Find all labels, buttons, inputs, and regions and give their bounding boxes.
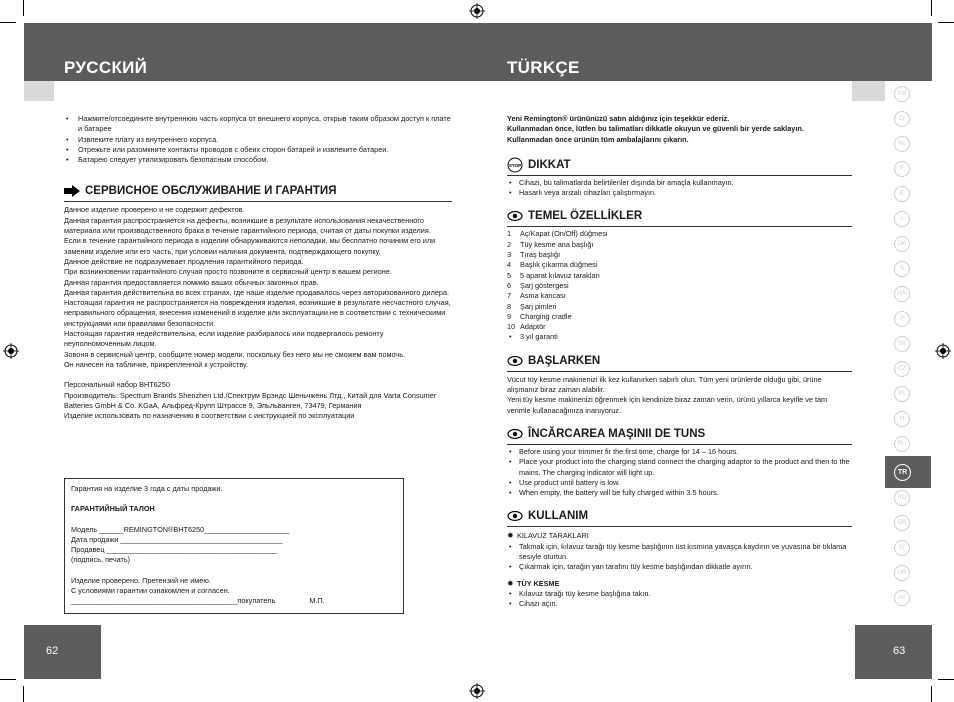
buyer-line: _________________________________________покупатель bbox=[71, 596, 276, 606]
crop-mark bbox=[23, 0, 24, 16]
section-heading-dikkat: STOP DIKKAT bbox=[507, 157, 852, 176]
service-text bbox=[64, 205, 452, 370]
list-item: 8 Şarj pimleri bbox=[507, 301, 557, 311]
language-tab-ae[interactable]: AE bbox=[894, 590, 910, 606]
language-tab-cz[interactable]: CZ bbox=[894, 361, 910, 377]
left-column bbox=[64, 114, 452, 421]
start-text bbox=[507, 375, 852, 416]
language-tab-i[interactable]: I bbox=[894, 211, 910, 227]
list-item: 3 Tıraş başlığı bbox=[507, 250, 561, 260]
list-item: 2 Tüy kesme ana başlığı bbox=[507, 239, 594, 249]
list-item: • Батарею следует утилизировать безопасным способом. bbox=[64, 155, 452, 165]
list-item: 9 Charging cradle bbox=[507, 311, 572, 321]
eye-icon bbox=[507, 427, 523, 441]
page-number-right: 63 bbox=[855, 625, 932, 679]
list-item: • Kılavuz tarağı tüy kesme başlığına takın. bbox=[507, 589, 852, 599]
paragraph: Изделие использовать по назначению в соответствии с инструкцией по эксплуатации bbox=[64, 411, 355, 421]
paragraph: Данное действие не подразумевает продления гарантийного периода. bbox=[64, 256, 304, 266]
section-heading-service: СЕРВИСНОЕ ОБСЛУЖИВАНИЕ И ГАРАНТИЯ bbox=[64, 183, 452, 202]
margin-strip bbox=[852, 81, 885, 101]
list-item: • Отрежьте или разомкните контакты проводов с обеих сторон батарей и извлеките батареи. bbox=[64, 145, 452, 155]
list-item: • Takmak için, kılavuz tarağı tüy kesme başlığının üst kısmına yavaşça kaydırın ve yuvasına bir tıklama sesiyle oturtun. bbox=[507, 542, 852, 563]
eye-icon bbox=[507, 209, 523, 223]
list-item: 5 5 aparat kılavuz tarakları bbox=[507, 270, 600, 280]
eye-icon bbox=[507, 509, 523, 523]
crop-mark bbox=[931, 0, 932, 16]
language-tab-s[interactable]: S bbox=[894, 261, 910, 277]
language-tab-gb[interactable]: GB bbox=[894, 86, 910, 102]
product-info bbox=[64, 380, 452, 421]
list-item: • Cihazı, bu talimatlarda belirtilenler dışında bir amaçla kullanmayın. bbox=[507, 178, 852, 188]
registration-mark-icon bbox=[935, 343, 951, 359]
list-item: • Before using your trimmer fir the first time, charge for 14 – 16 hours. bbox=[507, 447, 852, 457]
warranty-line: Гарантия на изделие 3 года с даты продажи. bbox=[71, 484, 223, 493]
section-heading-features: TEMEL ÖZELLİKLER bbox=[507, 208, 852, 227]
seller-field: Продавец __________________________________________ bbox=[71, 545, 278, 555]
language-tab-ru[interactable]: RU bbox=[894, 436, 910, 452]
registration-mark-icon bbox=[469, 683, 485, 699]
language-tab-fin[interactable]: FIN bbox=[894, 286, 910, 302]
model-field: Модель ______REMINGTON®BHT6250_____________________ bbox=[71, 524, 290, 534]
list-item: • 3 yıl garanti bbox=[509, 332, 558, 342]
warranty-card-title: ГАРАНТИЙНЫЙ ТАЛОН bbox=[71, 504, 155, 514]
page-title-left: РУССКИЙ bbox=[64, 58, 148, 77]
language-tab-pl[interactable]: PL bbox=[894, 386, 910, 402]
list-item: • Çıkarmak için, tarağın yan tarafını tüy kesme başlığından dikkatle ayırın. bbox=[507, 562, 852, 572]
intro-line: Kullanmadan önce, lütfen bu talimatları dikkatle okuyun ve güvenli bir yerde saklayın. bbox=[507, 124, 804, 134]
subheading-combs: ✸ KILAVUZ TARAKLARI bbox=[507, 531, 589, 541]
language-tab-f[interactable]: F bbox=[894, 161, 910, 177]
language-tab-tr-active[interactable] bbox=[885, 456, 931, 488]
language-tab-hr[interactable]: HR bbox=[894, 565, 910, 581]
section-heading-charge: ÎNCĂRCAREA MAŞINII DE TUNS bbox=[507, 426, 852, 445]
language-tab-p[interactable]: P bbox=[894, 311, 910, 327]
language-tab-e[interactable]: E bbox=[894, 186, 910, 202]
paragraph: Данное изделие проверено и не содержит дефектов. bbox=[64, 205, 245, 215]
active-language-label: TR bbox=[894, 464, 911, 481]
intro-line: Yeni Remington® ürününüzü satın aldığınız için teşekkür ederiz. bbox=[507, 114, 730, 123]
subheading-trimming: ✸ TÜY KESME bbox=[507, 578, 560, 588]
list-item: • Cihazı açın. bbox=[507, 599, 852, 609]
stop-icon bbox=[507, 158, 523, 172]
paragraph: Персональный набор BHT6250 bbox=[64, 380, 170, 390]
language-tab-gr[interactable]: GR bbox=[894, 515, 910, 531]
page-number-left: 62 bbox=[24, 625, 101, 679]
list-item: 4 Başlık çıkarma düğmesi bbox=[507, 260, 598, 270]
paragraph: Он нанесен на табличке, прикрепленной к устройству. bbox=[64, 359, 248, 369]
language-tab-h[interactable]: H bbox=[894, 411, 910, 427]
list-item: • Извлеките плату из внутреннего корпуса. bbox=[64, 135, 452, 145]
crop-mark bbox=[938, 22, 954, 23]
language-tab-ro[interactable]: RO bbox=[894, 490, 910, 506]
stamp-label: М.П. bbox=[309, 596, 325, 606]
language-tab-d[interactable]: D bbox=[894, 111, 910, 127]
arrow-right-icon bbox=[64, 184, 80, 198]
language-tab-nl[interactable]: NL bbox=[894, 136, 910, 152]
checked-note: Изделие проверено. Претензий не имею. bbox=[71, 575, 211, 585]
svg-text:STOP: STOP bbox=[508, 162, 522, 168]
crop-mark bbox=[0, 22, 16, 23]
list-item: • Use product until battery is low. bbox=[507, 478, 852, 488]
list-item: 6 Şarj göstergesi bbox=[507, 280, 569, 290]
paragraph: Данная гарантия распространяется на дефекты, возникшие в результате использования некачественного материала или производственного брака в течение гарантийного периода, считая от даты покупки изделия. bbox=[64, 215, 431, 236]
crop-mark bbox=[931, 686, 932, 702]
buyer-row bbox=[71, 596, 397, 606]
signature-note: (подпись, печать) bbox=[71, 555, 131, 565]
paragraph: Производитель: Spectrum Brands Shenzhen Ltd./Спектрум Брэндс Шеньчжень Лтд., Китай для Varta Consumer Batteries GmbH & Co. KGaA, Альфред-Крупп Штрассе 9, Эльльванген, 73479, Германия bbox=[64, 390, 437, 410]
dikkat-list bbox=[507, 178, 852, 199]
list-item: 7 Asma kancası bbox=[507, 291, 566, 301]
sparkle-icon: ✸ bbox=[507, 531, 514, 541]
crop-mark bbox=[23, 686, 24, 702]
intro-line: Kullanmadan önce ürünün tüm ambalajlarını çıkarın. bbox=[507, 134, 689, 144]
paragraph: Yeni tüy kesme makinenizi öğrenmek için kendinize biraz zaman verin, ürünü yıllarca keyifle ve tam verimle kullanacağınıza inanıyoruz. bbox=[507, 395, 828, 415]
list-item: • When empty, the battery will be fully charged within 3.5 hours. bbox=[507, 488, 852, 498]
sparkle-icon: ✸ bbox=[507, 578, 514, 588]
paragraph: Настоящая гарантия не распространяется на повреждения изделия, возникшие в результате несчастного случая, неправильного обращения, внесения изменений в изделие или эксплуатации не в соответствии с техническими инструкциями или правилами безопасности. bbox=[64, 298, 451, 328]
agree-note: С условиями гарантии ознакомлен и согласен. bbox=[71, 586, 230, 596]
registration-mark-icon bbox=[3, 343, 19, 359]
crop-mark bbox=[938, 679, 954, 680]
crop-mark bbox=[0, 679, 16, 680]
list-item: 1 Aç/Kapat (On/Off) düğmesi bbox=[507, 229, 608, 239]
page-title-right: TÜRKÇE bbox=[507, 58, 580, 77]
features-list bbox=[507, 229, 852, 342]
right-column bbox=[507, 114, 852, 610]
list-item: • Нажмите/отсоедините внутреннюю часть корпуса от внешнего корпуса, открыв таким образом доступ к плате и батарее bbox=[64, 114, 452, 135]
list-item: • Hasarlı veya arızalı cihazları çalıştırmayın. bbox=[507, 188, 852, 198]
paragraph: Настоящая гарантия недействительна, если изделие разбиралось или подвергалось ремонту неуполномоченным лицом. bbox=[64, 329, 384, 349]
paragraph: Данная гарантия действительна во всех странах, где наше изделие продавалось через авторизованного дилера. bbox=[64, 287, 450, 297]
sale-date-field: Дата продажи ________________________________________ bbox=[71, 534, 283, 544]
list-item: • Place your product into the charging stand connect the charging adaptor to the product and then to the mains. The charging indicator will light up. bbox=[507, 457, 852, 478]
paragraph: Зовоня в сервисный центр, сообщите номер модели, поскольку без него мы не сможем вам помочь. bbox=[64, 349, 406, 359]
paragraph: Vücut tüy kesme makinenizi ilk kez kullanırken sabırlı olun. Tüm yeni ürünlerde olduğu gibi, ürüne alışmanız biraz zaman alabilir. bbox=[507, 374, 822, 395]
language-tab-dk[interactable]: DK bbox=[894, 236, 910, 252]
language-tab-sk[interactable]: SK bbox=[894, 336, 910, 352]
warranty-card bbox=[64, 478, 404, 614]
paragraph: Данная гарантия предоставляется помимо ваших обычных законных прав. bbox=[64, 277, 319, 287]
eye-icon bbox=[507, 354, 523, 368]
section-heading-start: BAŞLARKEN bbox=[507, 353, 852, 372]
header-bar bbox=[24, 23, 932, 81]
list-item: 10 Adaptör bbox=[507, 322, 546, 332]
paragraph: При возникновении гарантийного случая просто позвоните в сервисный центр в вашем регионе. bbox=[64, 267, 392, 277]
charge-list bbox=[507, 447, 852, 498]
paragraph: Если в течение гарантийного периода в изделии обнаруживаются неполадки, мы бесплатно починим его или заменим изделие или его часть, при условии наличия документа, подтверждающего покупку. bbox=[64, 236, 436, 256]
registration-mark-icon bbox=[469, 3, 485, 19]
margin-strip bbox=[24, 81, 54, 101]
language-tab-sl[interactable]: SL bbox=[894, 540, 910, 556]
section-heading-use: KULLANIM bbox=[507, 508, 852, 527]
